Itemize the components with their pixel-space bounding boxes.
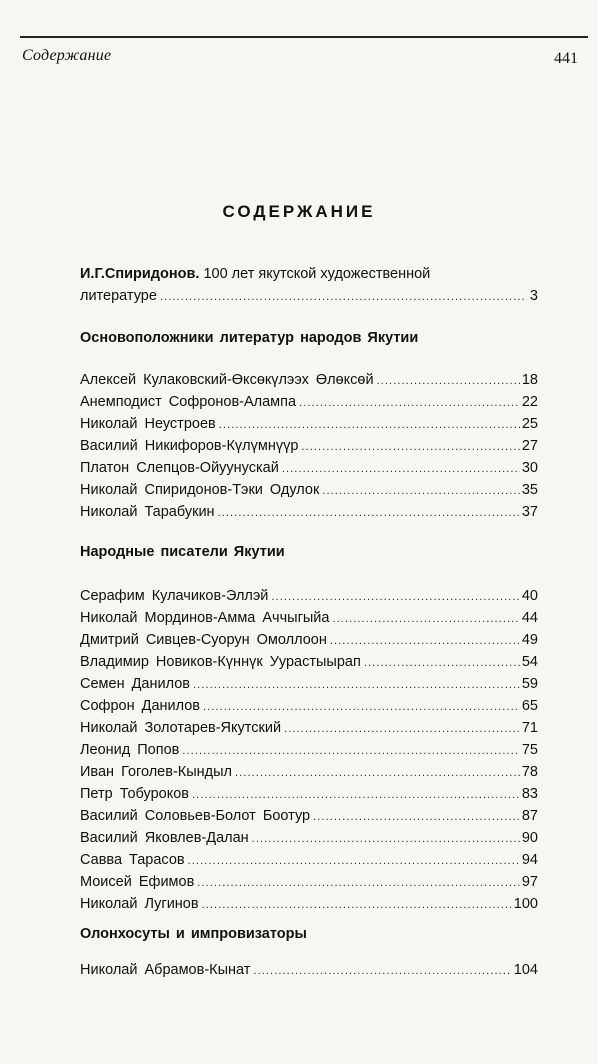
toc-entry — [80, 394, 538, 414]
dot-leader — [332, 613, 519, 625]
dot-leader — [182, 745, 520, 757]
intro-entry-line1 — [80, 266, 430, 282]
toc-entry — [80, 588, 538, 608]
dot-leader — [235, 767, 520, 779]
toc-entry-page: 54 — [521, 654, 538, 670]
toc-entry — [80, 874, 538, 894]
dot-leader — [193, 679, 520, 691]
toc-entry-name: Николай Неустроев — [80, 416, 216, 432]
toc-entry — [80, 632, 538, 652]
toc-entry-name: Моисей Ефимов — [80, 874, 195, 890]
intro-page: 3 — [529, 288, 538, 304]
dot-leader — [218, 507, 520, 519]
toc-entry-page: 97 — [521, 874, 538, 890]
dot-leader — [313, 811, 520, 823]
intro-title-line1: 100 лет якутской художественной — [203, 266, 431, 282]
toc-entry-page: 59 — [521, 676, 538, 692]
dot-leader — [160, 291, 526, 303]
toc-entry-page: 90 — [521, 830, 538, 846]
toc-entry-page: 100 — [513, 896, 538, 912]
page-number: 441 — [554, 50, 578, 67]
toc-entry — [80, 416, 538, 436]
toc-entry — [80, 808, 538, 828]
toc-entry-page: 40 — [521, 588, 538, 604]
toc-entry — [80, 460, 538, 480]
toc-entry-page: 22 — [521, 394, 538, 410]
dot-leader — [271, 591, 519, 603]
toc-entry — [80, 610, 538, 630]
toc-entry — [80, 852, 538, 872]
toc-entry — [80, 504, 538, 524]
dot-leader — [301, 441, 519, 453]
header-rule — [20, 36, 588, 38]
toc-entry-name: Петр Тобуроков — [80, 786, 190, 802]
toc-entry-page: 71 — [521, 720, 538, 736]
dot-leader — [299, 397, 520, 409]
toc-entry — [80, 482, 538, 502]
dot-leader — [202, 899, 512, 911]
toc-entry — [80, 764, 538, 784]
dot-leader — [377, 375, 520, 387]
dot-leader — [284, 723, 520, 735]
dot-leader — [197, 877, 520, 889]
toc-entry-name: Савва Тарасов — [80, 852, 185, 868]
dot-leader — [322, 485, 520, 497]
dot-leader — [252, 833, 520, 845]
toc-entry-name: Анемподист Софронов-Алампа — [80, 394, 297, 410]
toc-entry-page: 94 — [521, 852, 538, 868]
intro-author: И.Г.Спиридонов. — [80, 266, 200, 282]
dot-leader — [219, 419, 520, 431]
dot-leader — [364, 657, 520, 669]
toc-entry-page: 104 — [513, 962, 538, 978]
toc-entry — [80, 438, 538, 458]
toc-entry — [80, 962, 538, 982]
toc-entry-name: Николай Спиридонов-Тэки Одулок — [80, 482, 320, 498]
toc-entry-page: 78 — [521, 764, 538, 780]
toc-entry-name: Николай Лугинов — [80, 896, 199, 912]
toc-entry-page: 65 — [521, 698, 538, 714]
toc-entry-name: Дмитрий Сивцев-Суорун Омоллоон — [80, 632, 327, 648]
toc-entry — [80, 896, 538, 916]
toc-entry-name: Алексей Кулаковский-Өксөкүлээх Өлөксөй — [80, 372, 374, 388]
toc-entry-name: Николай Мординов-Амма Аччыгыйа — [80, 610, 330, 626]
dot-leader — [192, 789, 520, 801]
dot-leader — [330, 635, 520, 647]
toc-entry-page: 49 — [521, 632, 538, 648]
toc-entry-page: 25 — [521, 416, 538, 432]
toc-entry-name: Серафим Кулачиков-Эллэй — [80, 588, 269, 604]
toc-entry — [80, 830, 538, 850]
dot-leader — [188, 855, 520, 867]
toc-entry-page: 87 — [521, 808, 538, 824]
toc-entry-page: 30 — [521, 460, 538, 476]
toc-entry-name: Софрон Данилов — [80, 698, 201, 714]
toc-entry — [80, 742, 538, 762]
toc-entry — [80, 720, 538, 740]
toc-entry-name: Василий Соловьев-Болот Боотур — [80, 808, 311, 824]
toc-entry-page: 83 — [521, 786, 538, 802]
toc-entry — [80, 698, 538, 718]
intro-title-line2: литературе — [80, 288, 157, 304]
toc-entry-page: 75 — [521, 742, 538, 758]
section-heading: Олонхосуты и импровизаторы — [80, 926, 307, 942]
toc-entry-name: Иван Гоголев-Кындыл — [80, 764, 233, 780]
toc-entry — [80, 372, 538, 392]
toc-entry-page: 37 — [521, 504, 538, 520]
toc-entry-name: Василий Никифоров-Күлүмнүүр — [80, 438, 299, 454]
dot-leader — [253, 965, 511, 977]
dot-leader — [282, 463, 520, 475]
dot-leader — [203, 701, 520, 713]
toc-entry-page: 44 — [521, 610, 538, 626]
toc-entry-name: Николай Золотарев-Якутский — [80, 720, 282, 736]
section-heading: Основоположники литератур народов Якутии — [80, 330, 419, 346]
toc-entry — [80, 676, 538, 696]
running-head: Содержание — [22, 47, 112, 64]
intro-entry-line2 — [80, 288, 538, 308]
page-title: СОДЕРЖАНИЕ — [222, 202, 376, 221]
toc-entry-page: 27 — [521, 438, 538, 454]
toc-entry-name: Платон Слепцов-Ойуунускай — [80, 460, 279, 476]
toc-entry-name: Николай Абрамов-Кынат — [80, 962, 251, 978]
toc-entry-name: Василий Яковлев-Далан — [80, 830, 249, 846]
toc-entry-name: Владимир Новиков-Күннүк Уурастыырап — [80, 654, 361, 670]
toc-entry-name: Семен Данилов — [80, 676, 190, 692]
toc-entry-name: Николай Тарабукин — [80, 504, 215, 520]
toc-entry-page: 35 — [521, 482, 538, 498]
toc-entry-page: 18 — [521, 372, 538, 388]
toc-entry — [80, 786, 538, 806]
section-heading: Народные писатели Якутии — [80, 544, 285, 560]
toc-entry-name: Леонид Попов — [80, 742, 180, 758]
toc-entry — [80, 654, 538, 674]
